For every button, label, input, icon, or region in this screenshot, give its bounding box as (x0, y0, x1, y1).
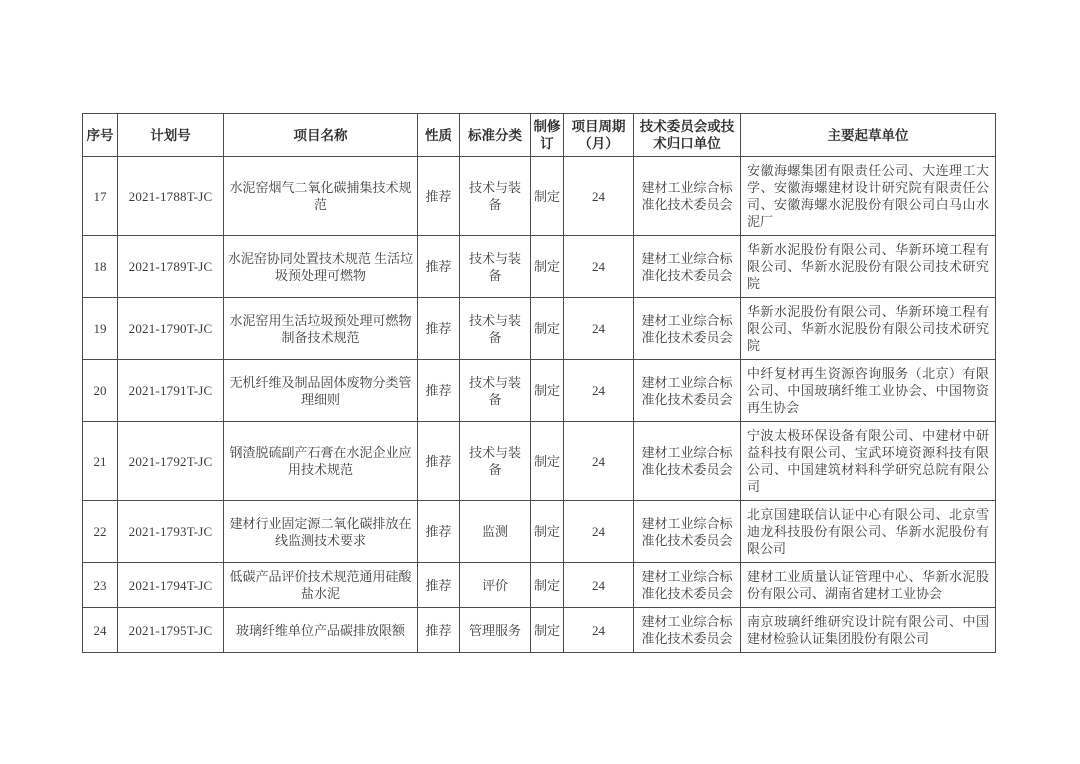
cell-drafters: 中纤复材再生资源咨询服务（北京）有限公司、中国玻璃纤维工业协会、中国物资再生协会 (741, 360, 996, 422)
table-row (83, 236, 996, 298)
column-header-drafters: 主要起草单位 (741, 114, 996, 157)
cell-drafters: 华新水泥股份有限公司、华新环境工程有限公司、华新水泥股份有限公司技术研究院 (741, 298, 996, 360)
table-header-row (83, 114, 996, 157)
column-header-nature: 性质 (418, 114, 460, 157)
cell-plan_no: 2021-1794T-JC (118, 563, 224, 608)
cell-project_name: 建材行业固定源二氧化碳排放在线监测技术要求 (224, 501, 418, 563)
column-header-category: 标准分类 (460, 114, 531, 157)
cell-plan_no: 2021-1788T-JC (118, 157, 224, 236)
cell-committee: 建材工业综合标准化技术委员会 (634, 422, 741, 501)
table-row (83, 298, 996, 360)
cell-category: 技术与装备 (460, 360, 531, 422)
cell-project_name: 水泥窑用生活垃圾预处理可燃物制备技术规范 (224, 298, 418, 360)
cell-project_name: 水泥窑协同处置技术规范 生活垃圾预处理可燃物 (224, 236, 418, 298)
cell-seq: 20 (83, 360, 118, 422)
cell-plan_no: 2021-1791T-JC (118, 360, 224, 422)
cell-project_name: 水泥窑烟气二氧化碳捕集技术规范 (224, 157, 418, 236)
cell-drafters: 宁波太极环保设备有限公司、中建材中研益科技有限公司、宝武环境资源科技有限公司、中国建筑材料科学研究总院有限公司 (741, 422, 996, 501)
cell-category: 评价 (460, 563, 531, 608)
cell-nature: 推荐 (418, 501, 460, 563)
cell-period: 24 (564, 422, 634, 501)
cell-category: 管理服务 (460, 608, 531, 653)
cell-seq: 19 (83, 298, 118, 360)
cell-revision: 制定 (531, 501, 564, 563)
cell-period: 24 (564, 563, 634, 608)
column-header-period: 项目周期（月） (564, 114, 634, 157)
cell-category: 技术与装备 (460, 157, 531, 236)
cell-project_name: 玻璃纤维单位产品碳排放限额 (224, 608, 418, 653)
column-header-plan_no: 计划号 (118, 114, 224, 157)
column-header-revision: 制修订 (531, 114, 564, 157)
standards-plan-table (82, 113, 996, 653)
cell-revision: 制定 (531, 360, 564, 422)
column-header-project_name: 项目名称 (224, 114, 418, 157)
cell-drafters: 安徽海螺集团有限责任公司、大连理工大学、安徽海螺建材设计研究院有限责任公司、安徽海螺水泥股份有限公司白马山水泥厂 (741, 157, 996, 236)
cell-project_name: 无机纤维及制品固体废物分类管理细则 (224, 360, 418, 422)
column-header-committee: 技术委员会或技术归口单位 (634, 114, 741, 157)
table-body (83, 157, 996, 653)
cell-revision: 制定 (531, 236, 564, 298)
cell-project_name: 钢渣脱硫副产石膏在水泥企业应用技术规范 (224, 422, 418, 501)
cell-revision: 制定 (531, 422, 564, 501)
cell-revision: 制定 (531, 157, 564, 236)
cell-seq: 22 (83, 501, 118, 563)
cell-seq: 24 (83, 608, 118, 653)
cell-category: 技术与装备 (460, 422, 531, 501)
cell-nature: 推荐 (418, 563, 460, 608)
cell-committee: 建材工业综合标准化技术委员会 (634, 157, 741, 236)
cell-category: 监测 (460, 501, 531, 563)
cell-committee: 建材工业综合标准化技术委员会 (634, 501, 741, 563)
cell-committee: 建材工业综合标准化技术委员会 (634, 608, 741, 653)
cell-period: 24 (564, 157, 634, 236)
table-row (83, 501, 996, 563)
cell-revision: 制定 (531, 298, 564, 360)
cell-drafters: 华新水泥股份有限公司、华新环境工程有限公司、华新水泥股份有限公司技术研究院 (741, 236, 996, 298)
cell-project_name: 低碳产品评价技术规范通用硅酸盐水泥 (224, 563, 418, 608)
cell-committee: 建材工业综合标准化技术委员会 (634, 298, 741, 360)
cell-plan_no: 2021-1792T-JC (118, 422, 224, 501)
cell-committee: 建材工业综合标准化技术委员会 (634, 236, 741, 298)
cell-category: 技术与装备 (460, 298, 531, 360)
cell-period: 24 (564, 236, 634, 298)
cell-committee: 建材工业综合标准化技术委员会 (634, 563, 741, 608)
table-row (83, 422, 996, 501)
table-row (83, 608, 996, 653)
column-header-seq: 序号 (83, 114, 118, 157)
cell-committee: 建材工业综合标准化技术委员会 (634, 360, 741, 422)
cell-seq: 18 (83, 236, 118, 298)
cell-seq: 21 (83, 422, 118, 501)
cell-drafters: 建材工业质量认证管理中心、华新水泥股份有限公司、湖南省建材工业协会 (741, 563, 996, 608)
cell-seq: 17 (83, 157, 118, 236)
cell-revision: 制定 (531, 608, 564, 653)
table-row (83, 360, 996, 422)
cell-period: 24 (564, 608, 634, 653)
cell-nature: 推荐 (418, 236, 460, 298)
cell-nature: 推荐 (418, 608, 460, 653)
cell-period: 24 (564, 298, 634, 360)
cell-nature: 推荐 (418, 298, 460, 360)
cell-revision: 制定 (531, 563, 564, 608)
cell-category: 技术与装备 (460, 236, 531, 298)
table-row (83, 563, 996, 608)
cell-period: 24 (564, 360, 634, 422)
cell-nature: 推荐 (418, 422, 460, 501)
cell-drafters: 北京国建联信认证中心有限公司、北京雪迪龙科技股份有限公司、华新水泥股份有限公司 (741, 501, 996, 563)
table-header (83, 114, 996, 157)
cell-plan_no: 2021-1793T-JC (118, 501, 224, 563)
cell-plan_no: 2021-1790T-JC (118, 298, 224, 360)
cell-plan_no: 2021-1789T-JC (118, 236, 224, 298)
cell-period: 24 (564, 501, 634, 563)
table-row (83, 157, 996, 236)
cell-drafters: 南京玻璃纤维研究设计院有限公司、中国建材检验认证集团股份有限公司 (741, 608, 996, 653)
cell-nature: 推荐 (418, 360, 460, 422)
cell-seq: 23 (83, 563, 118, 608)
cell-plan_no: 2021-1795T-JC (118, 608, 224, 653)
cell-nature: 推荐 (418, 157, 460, 236)
